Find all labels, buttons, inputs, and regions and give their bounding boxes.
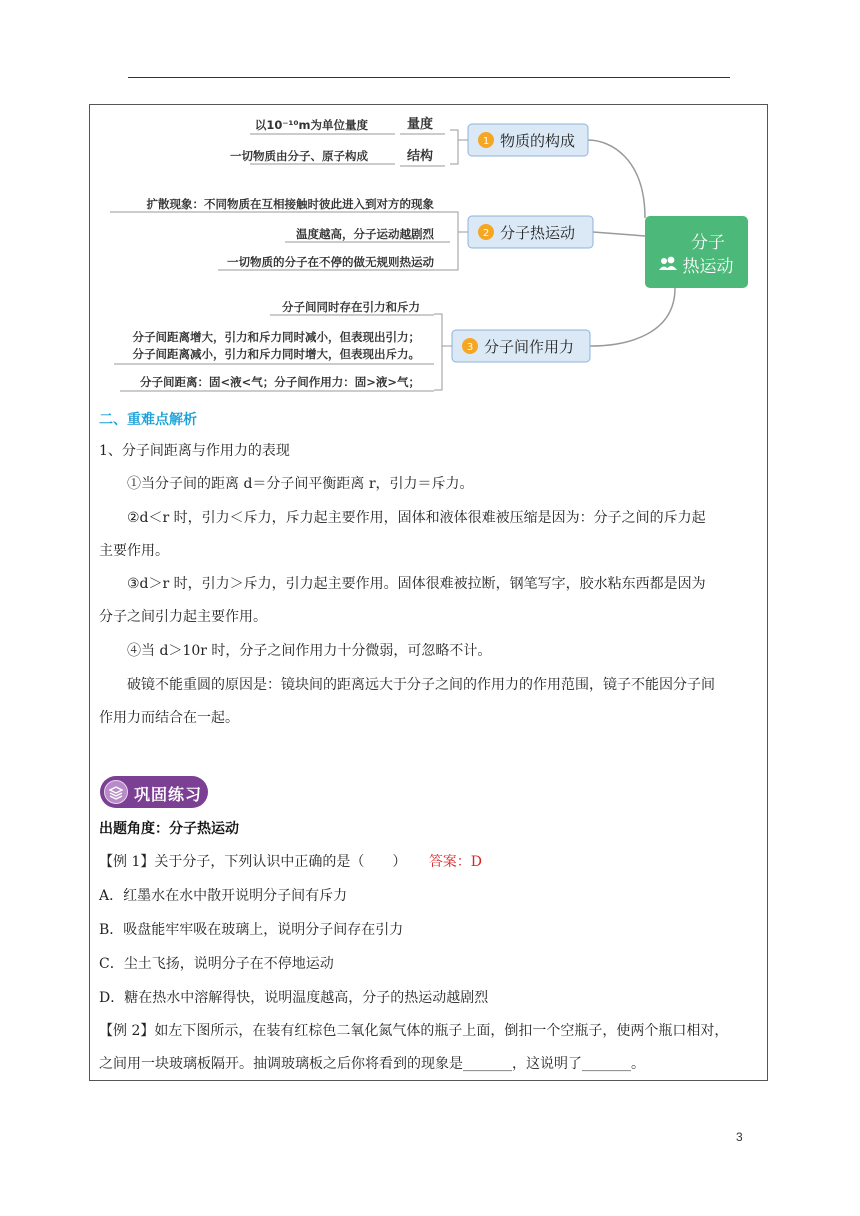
b3-item-3: 分子间距离减小，引力和斥力同时增大，但表现出斥力。	[132, 347, 420, 361]
para-4: ④当 d＞10r 时，分子之间作用力十分微弱，可忽略不计。	[127, 643, 492, 659]
topic-1-title: 物质的构成	[500, 132, 576, 150]
para-3b: 分子之间引力起主要作用。	[99, 609, 267, 625]
root-line2: 热运动	[682, 257, 734, 277]
example-1-answer: 答案：D	[428, 854, 483, 870]
example-1-question	[99, 852, 482, 872]
b1-item-2: 一切物质由分子、原子构成	[230, 149, 368, 163]
example-2-line1: 【例 2】如左下图所示，在装有红棕色二氧化氮气体的瓶子上面，倒扣一个空瓶子，使两个瓶口相对，	[99, 1023, 729, 1039]
b1-label-2: 结构	[406, 149, 434, 164]
mind-map	[100, 108, 760, 398]
practice-badge	[100, 776, 208, 808]
page-number: 3	[736, 1130, 743, 1144]
b1-item-1: 以10⁻¹⁰m为单位量度	[254, 118, 368, 132]
layers-icon	[104, 780, 128, 804]
b1-label-1: 量度	[406, 117, 434, 132]
example-2-line2: 之间用一块玻璃板隔开。抽调玻璃板之后你将看到的现象是_______，这说明了_______。	[99, 1056, 645, 1072]
root-line1: 分子	[691, 233, 725, 253]
option-d: D．糖在热水中溶解得快，说明温度越高，分子的热运动越剧烈	[99, 990, 489, 1006]
topic-2-title: 分子热运动	[500, 224, 576, 242]
svg-text:2: 2	[482, 228, 490, 239]
connector-root-2	[593, 232, 645, 236]
para-5a: 破镜不能重圆的原因是：镜块间的距离远大于分子之间的作用力的作用范围，镜子不能因分子间	[127, 677, 715, 693]
b2-item-1: 扩散现象：不同物质在互相接触时彼此进入到对方的现象	[146, 197, 434, 211]
section-heading: 1、分子间距离与作用力的表现	[99, 443, 290, 459]
option-c: C．尘土飞扬，说明分子在不停地运动	[99, 956, 334, 972]
svg-text:3: 3	[466, 342, 474, 353]
b2-item-3: 一切物质的分子在不停的做无规则热运动	[227, 255, 434, 269]
option-b: B．吸盘能牢牢吸在玻璃上，说明分子间存在引力	[99, 922, 404, 938]
section-title: 二、重难点解析	[99, 412, 197, 428]
badge-label: 巩固练习	[134, 785, 203, 804]
b2-item-2: 温度越高，分子运动越剧烈	[296, 227, 434, 241]
option-a: A．红墨水在水中散开说明分子间有斥力	[99, 888, 348, 904]
header-rule	[128, 77, 730, 78]
para-2b: 主要作用。	[99, 543, 169, 559]
b3-item-4: 分子间距离：固<液<气；分子间作用力：固>液>气；	[139, 375, 420, 389]
svg-text:1: 1	[482, 136, 490, 147]
b3-item-2: 分子间距离增大，引力和斥力同时减小，但表现出引力；	[132, 330, 420, 344]
para-5b: 作用力而结合在一起。	[99, 710, 239, 726]
connector-root-1	[588, 140, 645, 218]
example-1-text: 【例 1】关于分子，下列认识中正确的是（ ）	[99, 854, 407, 870]
para-3a: ③d＞r 时，引力＞斥力，引力起主要作用。固体很难被拉断，钢笔写字，胶水粘东西都是因为	[127, 576, 706, 592]
topic-3-title: 分子间作用力	[484, 338, 575, 356]
para-1: ①当分子间的距离 d＝分子间平衡距离 r，引力＝斥力。	[127, 476, 474, 492]
connector-root-3	[590, 288, 675, 346]
b3-item-1: 分子间同时存在引力和斥力	[282, 300, 420, 314]
para-2a: ②d＜r 时，引力＜斥力，斥力起主要作用，固体和液体很难被压缩是因为：分子之间的斥力起	[127, 510, 706, 526]
question-angle: 出题角度：分子热运动	[99, 821, 239, 837]
